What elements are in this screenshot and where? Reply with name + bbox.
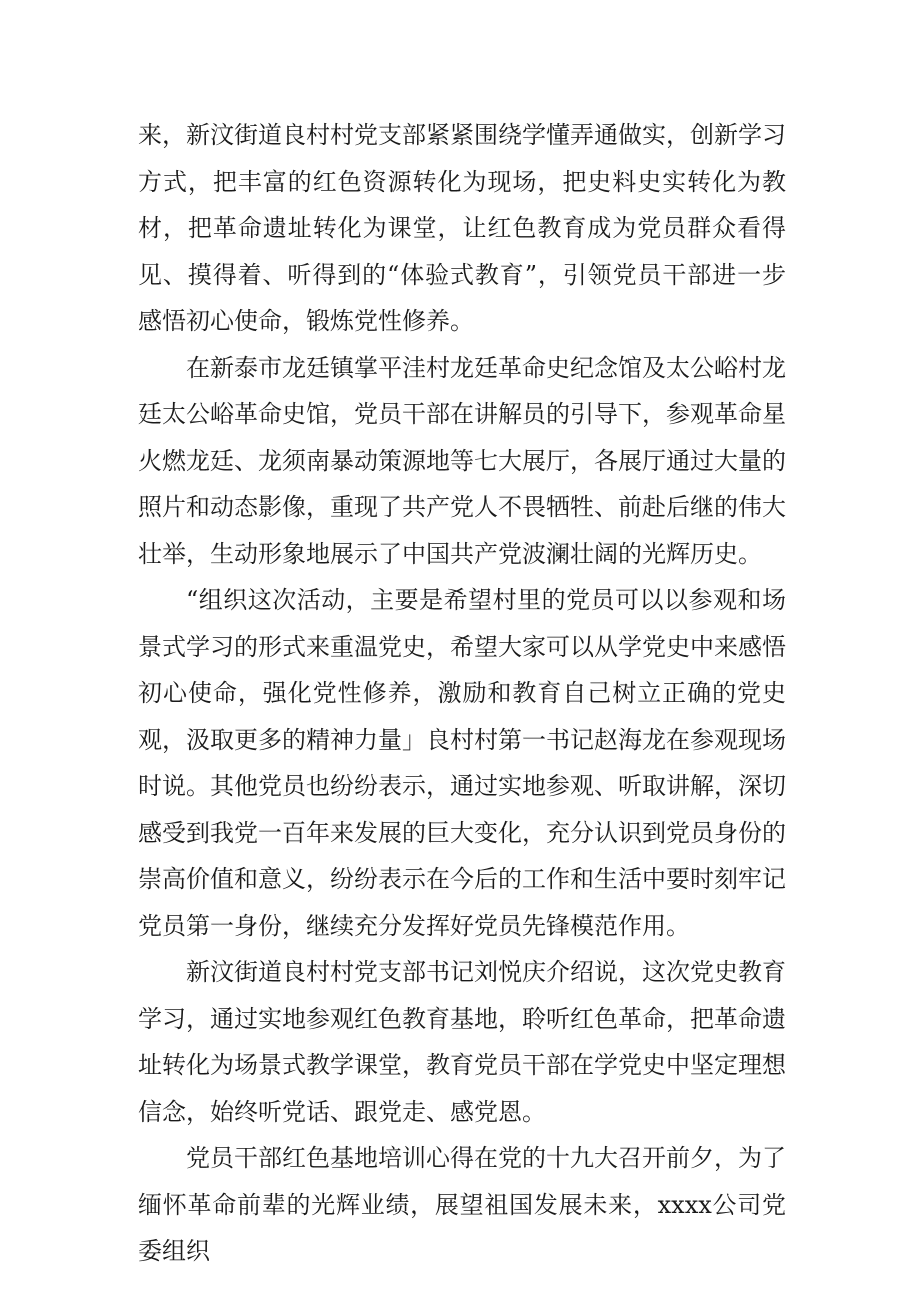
paragraph-2: 在新泰市龙廷镇掌平洼村龙廷革命史纪念馆及太公峪村龙廷太公峪革命史馆，党员干部在讲解员的引导下，参观革命星火燃龙廷、龙须南暴动策源地等七大展厅，各展厅通过大量的照片和动态影像，重现了共产党人不畏牺牲、前赴后继的伟大壮举，生动形象地展示了中国共产党波澜壮阔的光辉历史。 [138,353,786,568]
paragraph-1: 来，新汶街道良村村党支部紧紧围绕学懂弄通做实，创新学习方式，把丰富的红色资源转化为现场，把史料史实转化为教材，把革命遗址转化为课堂，让红色教育成为党员群众看得见、摸得着、听得到的“体验式教育”，引领党员干部进一步感悟初心使命，锻炼党性修养。 [138,121,786,335]
document-body [138,112,786,1275]
paragraph-5: 党员干部红色基地培训心得在党的十九大召开前夕，为了缅怀革命前辈的光辉业绩，展望祖国发展未来，xxxx公司党委组织 [138,1144,786,1265]
paragraph-4: 新汶街道良村村党支部书记刘悦庆介绍说，这次党史教育学习，通过实地参观红色教育基地，聆听红色革命，把革命遗址转化为场景式教学课堂，教育党员干部在学党史中坚定理想信念，始终听党话、跟党走、感党恩。 [138,958,786,1126]
paragraph-3: “组织这次活动，主要是希望村里的党员可以以参观和场景式学习的形式来重温党史，希望大家可以从学党史中来感悟初心使命，强化党性修养，激励和教育自己树立正确的党史观，汲取更多的精神力量」良村村第一书记赵海龙在参观现场时说。其他党员也纷纷表示，通过实地参观、听取讲解，深切感受到我党一百年来发展的巨大变化，充分认识到党员身份的崇高价值和意义，纷纷表示在今后的工作和生活中要时刻牢记党员第一身份，继续充分发挥好党员先锋模范作用。 [138,586,786,940]
